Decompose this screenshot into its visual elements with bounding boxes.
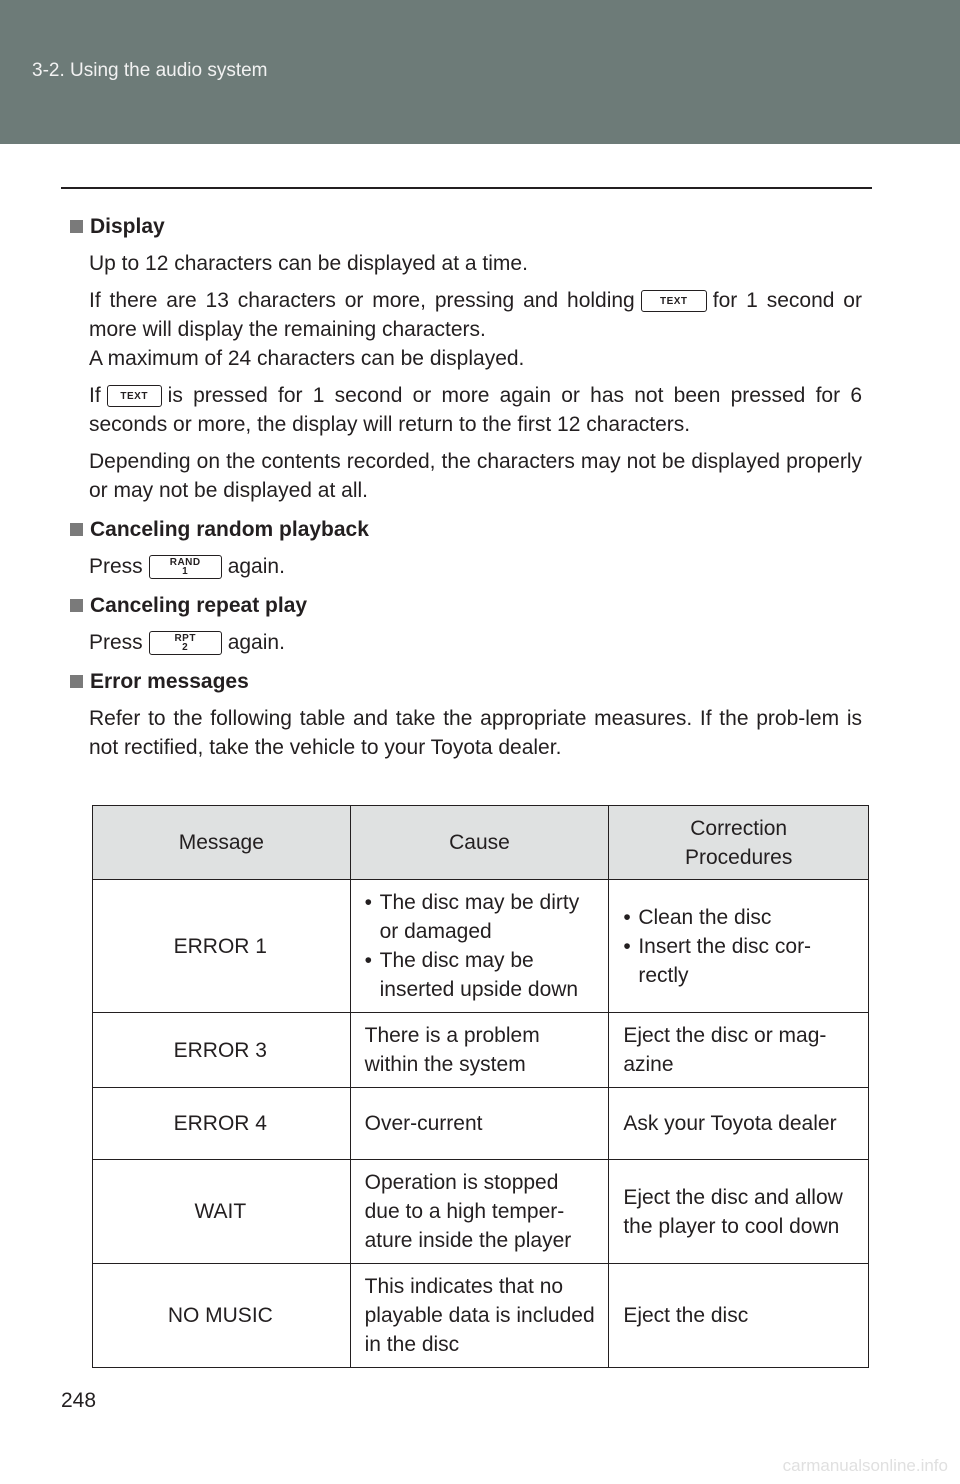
error-table — [92, 805, 869, 1368]
divider — [61, 187, 872, 189]
list-item: • The disc may be dirty or damaged — [365, 888, 599, 946]
repeat-heading: Canceling repeat play — [70, 591, 862, 620]
header-cause: Cause — [350, 806, 609, 880]
page-header — [0, 0, 960, 144]
display-para-4: If TEXT is pressed for 1 second or more again or has not been pressed for 6 seconds or more, the display will return to the first 12 characters. — [89, 384, 862, 436]
cell-correction — [609, 880, 869, 1013]
cell-message: WAIT — [93, 1160, 351, 1264]
text-button-icon: TEXT — [107, 385, 162, 407]
cell-correction: Eject the disc — [609, 1264, 869, 1368]
table-row — [93, 1013, 869, 1088]
page-content — [70, 212, 862, 762]
cell-message: ERROR 1 — [93, 880, 351, 1013]
bullet-square-icon — [70, 599, 83, 612]
cell-message: NO MUSIC — [93, 1264, 351, 1368]
display-heading: Display — [70, 212, 862, 241]
cell-cause: Operation is stopped due to a high temper-ature inside the player — [350, 1160, 609, 1264]
errors-para: Refer to the following table and take the appropriate measures. If the prob-lem is not rectified, take the vehicle to your Toyota dealer. — [89, 707, 862, 759]
bullet-square-icon — [70, 523, 83, 536]
display-para-2: If there are 13 characters or more, pressing and holding TEXT for 1 second or more will display the remaining characters. A maximum of 24 characters can be displayed. — [89, 289, 862, 370]
display-para-3: A maximum of 24 characters can be displayed. — [89, 347, 525, 370]
cell-cause — [350, 880, 609, 1013]
cell-correction: Ask your Toyota dealer — [609, 1088, 869, 1160]
repeat-para: Press RPT 2 again. — [89, 631, 285, 654]
random-para: Press RAND 1 again. — [89, 555, 285, 578]
random-heading: Canceling random playback — [70, 515, 862, 544]
list-item: • Insert the disc cor-rectly — [623, 932, 858, 990]
section-title: 3-2. Using the audio system — [32, 60, 268, 81]
table-row — [93, 880, 869, 1013]
bullet-square-icon — [70, 675, 83, 688]
cell-message: ERROR 4 — [93, 1088, 351, 1160]
table-row — [93, 1264, 869, 1368]
cell-correction: Eject the disc and allow the player to cool down — [609, 1160, 869, 1264]
cell-cause: Over-current — [350, 1088, 609, 1160]
cell-cause: There is a problem within the system — [350, 1013, 609, 1088]
table-row — [93, 1088, 869, 1160]
table-header-row — [93, 806, 869, 880]
display-para-5: Depending on the contents recorded, the characters may not be displayed properly or may not be displayed at all. — [89, 450, 862, 502]
rpt-button-icon: RPT 2 — [149, 631, 222, 655]
cell-correction: Eject the disc or mag-azine — [609, 1013, 869, 1088]
text-button-icon: TEXT — [641, 290, 707, 312]
bullet-square-icon — [70, 220, 83, 233]
page-number: 248 — [61, 1389, 97, 1412]
list-item: • The disc may be inserted upside down — [365, 946, 599, 1004]
rand-button-icon: RAND 1 — [149, 555, 222, 579]
errors-heading: Error messages — [70, 667, 862, 696]
cell-cause: This indicates that no playable data is included in the disc — [350, 1264, 609, 1368]
header-correction: Correction Procedures — [609, 806, 869, 880]
list-item: • Clean the disc — [623, 903, 858, 932]
cell-message: ERROR 3 — [93, 1013, 351, 1088]
watermark: carmanualsonline.info — [782, 1456, 948, 1475]
header-message: Message — [93, 806, 351, 880]
table-row — [93, 1160, 869, 1264]
display-para-1: Up to 12 characters can be displayed at a time. — [89, 252, 528, 275]
